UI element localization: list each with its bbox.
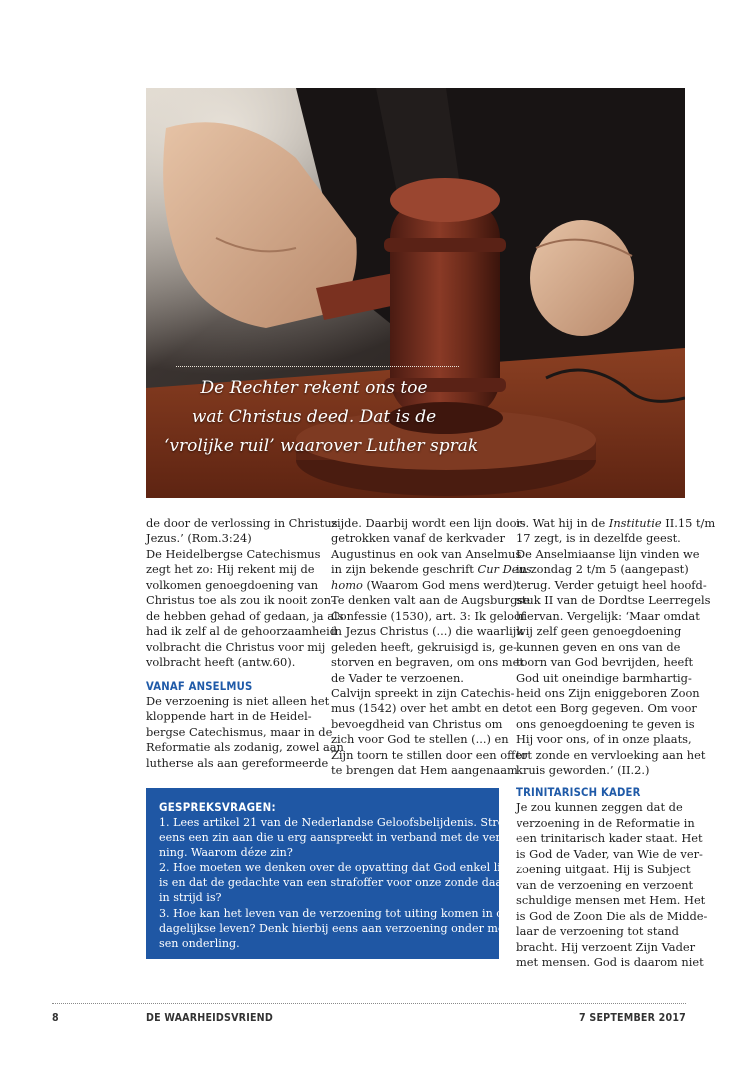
body-line: lutherse als aan gereformeerde <box>146 755 329 770</box>
body-line: kunnen geven en ons van de <box>516 639 681 654</box>
body-line: Je zou kunnen zeggen dat de <box>516 800 683 815</box>
body-line: Reformatie als zodanig, zowel aan <box>146 740 344 755</box>
body-line: Te denken valt aan de Augsburgse <box>331 593 530 608</box>
caption-rule <box>176 366 459 367</box>
body-line: Confessie (1530), art. 3: Ik geloof <box>331 608 526 623</box>
column-2 <box>331 516 532 779</box>
body-line: volbracht die Christus voor mij <box>146 639 326 654</box>
column-3-lower <box>516 777 708 970</box>
body-line <box>331 577 521 593</box>
body-line <box>516 516 716 531</box>
question-line: sen onderling. <box>159 936 240 950</box>
body-line: de door de verlossing in Christus <box>146 516 338 530</box>
body-line: volkomen genoegdoening van <box>146 577 319 592</box>
body-line: te brengen dat Hem aangenaam <box>331 763 518 778</box>
section-heading: TRINITARISCH KADER <box>516 786 641 799</box>
body-line: is God de Zoon Die als de Midde- <box>516 908 708 923</box>
body-line: is God de Vader, van Wie de ver- <box>516 846 703 861</box>
question-line: 1. Lees artikel 21 van de Nederlandse Geloofsbelijdenis. Streep <box>159 816 518 829</box>
body-line: kloppende hart in de Heidel- <box>146 709 312 724</box>
book-title-italic: homo <box>331 577 363 592</box>
body-line: Hij voor ons, of in onze plaats, <box>516 732 692 747</box>
body-text: (Waarom God mens werd). <box>362 577 521 592</box>
discussion-questions-box <box>146 788 532 959</box>
pull-quote-line: ‘vrolijke ruil’ waarover Luther sprak <box>164 436 479 456</box>
body-text: in zijn bekende geschrift <box>331 562 478 577</box>
body-line: Augustinus en ook van Anselmus <box>331 546 522 561</box>
body-line: de hebben gehad of gedaan, ja als <box>146 608 344 623</box>
body-line: mus (1542) over het ambt en de <box>331 701 517 716</box>
section-heading: VANAF ANSELMUS <box>146 679 253 693</box>
body-line: Calvijn spreekt in zijn Catechis- <box>331 685 515 700</box>
body-line: geleden heeft, gekruisigd is, ge- <box>331 639 517 654</box>
question-line: eens een zin aan die u erg aanspreekt in verband met de verzoe- <box>159 831 524 845</box>
body-line: in Jezus Christus (...) die waarlijk <box>331 624 524 639</box>
body-line: Zijn toorn te stillen door een offer <box>331 747 528 762</box>
body-line: bergse Catechismus, maar in de <box>146 724 333 739</box>
body-line: met mensen. God is daarom niet <box>516 954 704 969</box>
question-line: is en dat de gedachte van een strafoffer voor onze zonde daarmee <box>159 876 532 890</box>
body-line: in zondag 2 t/m 5 (aangepast) <box>516 562 689 577</box>
issue-date: 7 SEPTEMBER 2017 <box>579 1012 686 1024</box>
book-title-italic: Institutie <box>608 516 662 530</box>
body-line: laar de verzoening tot stand <box>516 924 679 939</box>
body-line: volbracht heeft (antw.60). <box>146 655 296 670</box>
pull-quote-line: wat Christus deed. Dat is de <box>191 407 437 427</box>
body-line: wij zelf geen genoegdoening <box>516 624 682 639</box>
question-line: 3. Hoe kan het leven van de verzoening tot uiting komen in ons <box>159 906 516 920</box>
page-number: 8 <box>52 1012 59 1024</box>
body-line: verzoening in de Reformatie in <box>516 815 695 830</box>
body-line: tot een Borg gegeven. Om voor <box>516 701 697 716</box>
question-line: in strijd is? <box>159 891 222 905</box>
questions-title: GESPREKSVRAGEN: <box>159 800 276 814</box>
column-1 <box>146 516 342 771</box>
body-line: tot zonde en vervloeking aan het <box>516 747 706 762</box>
gavel-photo <box>146 88 685 498</box>
body-line: bracht. Hij verzoent Zijn Vader <box>516 939 696 954</box>
body-line: bevoegdheid van Christus om <box>331 716 503 731</box>
body-line <box>331 562 532 577</box>
magazine-name: DE WAARHEIDSVRIEND <box>146 1012 273 1024</box>
body-text: is. Wat hij in de <box>516 516 609 530</box>
book-title-italic: Cur Deus <box>477 562 532 577</box>
body-line: Jezus.’ (Rom.3:24) <box>146 531 252 546</box>
body-line: terug. Verder getuigt heel hoofd- <box>516 577 707 592</box>
footer-rule <box>52 1003 686 1004</box>
body-line: De Heidelbergse Catechismus <box>146 546 321 561</box>
column-3 <box>516 516 716 779</box>
body-line: God uit oneindige barmhartig- <box>516 670 692 685</box>
question-line: dagelijkse leven? Denk hierbij eens aan verzoening onder men- <box>159 921 516 935</box>
body-line: heid ons Zijn eniggeboren Zoon <box>516 685 700 700</box>
body-text: II.15 t/m <box>661 516 716 530</box>
body-line: kruis geworden.’ (II.2.) <box>516 763 650 778</box>
body-line: zoening uitgaat. Hij is Subject <box>516 862 691 877</box>
body-line: 17 zegt, is in dezelfde geest. <box>516 531 681 546</box>
body-line: een trinitarisch kader staat. Het <box>516 831 703 846</box>
body-line: toorn van God bevrijden, heeft <box>516 655 694 670</box>
body-line: De verzoening is niet alleen het <box>146 693 330 708</box>
question-line: ning. Waarom déze zin? <box>159 846 293 860</box>
body-line: zich voor God te stellen (...) en <box>331 732 509 747</box>
body-line: De Anselmiaanse lijn vinden we <box>516 546 700 561</box>
body-line: had ik zelf al de gehoorzaamheid <box>146 624 338 639</box>
body-line: ons genoegdoening te geven is <box>516 716 695 731</box>
pull-quote-line: De Rechter rekent ons toe <box>200 378 428 398</box>
body-line: schuldige mensen met Hem. Het <box>516 893 706 908</box>
body-line: zegt het zo: Hij rekent mij de <box>146 562 315 577</box>
body-line: stuk II van de Dordtse Leerregels <box>516 593 711 608</box>
body-line: Christus toe als zou ik nooit zon- <box>146 593 335 608</box>
body-line: zijde. Daarbij wordt een lijn door- <box>331 516 526 530</box>
body-line: de Vader te verzoenen. <box>331 670 464 685</box>
body-line: getrokken vanaf de kerkvader <box>331 531 505 546</box>
body-line: storven en begraven, om ons met <box>331 655 524 670</box>
body-line: van de verzoening en verzoent <box>516 877 694 892</box>
question-line: 2. Hoe moeten we denken over de opvatting dat God enkel liefde <box>159 861 526 875</box>
body-line: hiervan. Vergelijk: ‘Maar omdat <box>516 608 700 623</box>
pull-quote <box>164 374 479 461</box>
